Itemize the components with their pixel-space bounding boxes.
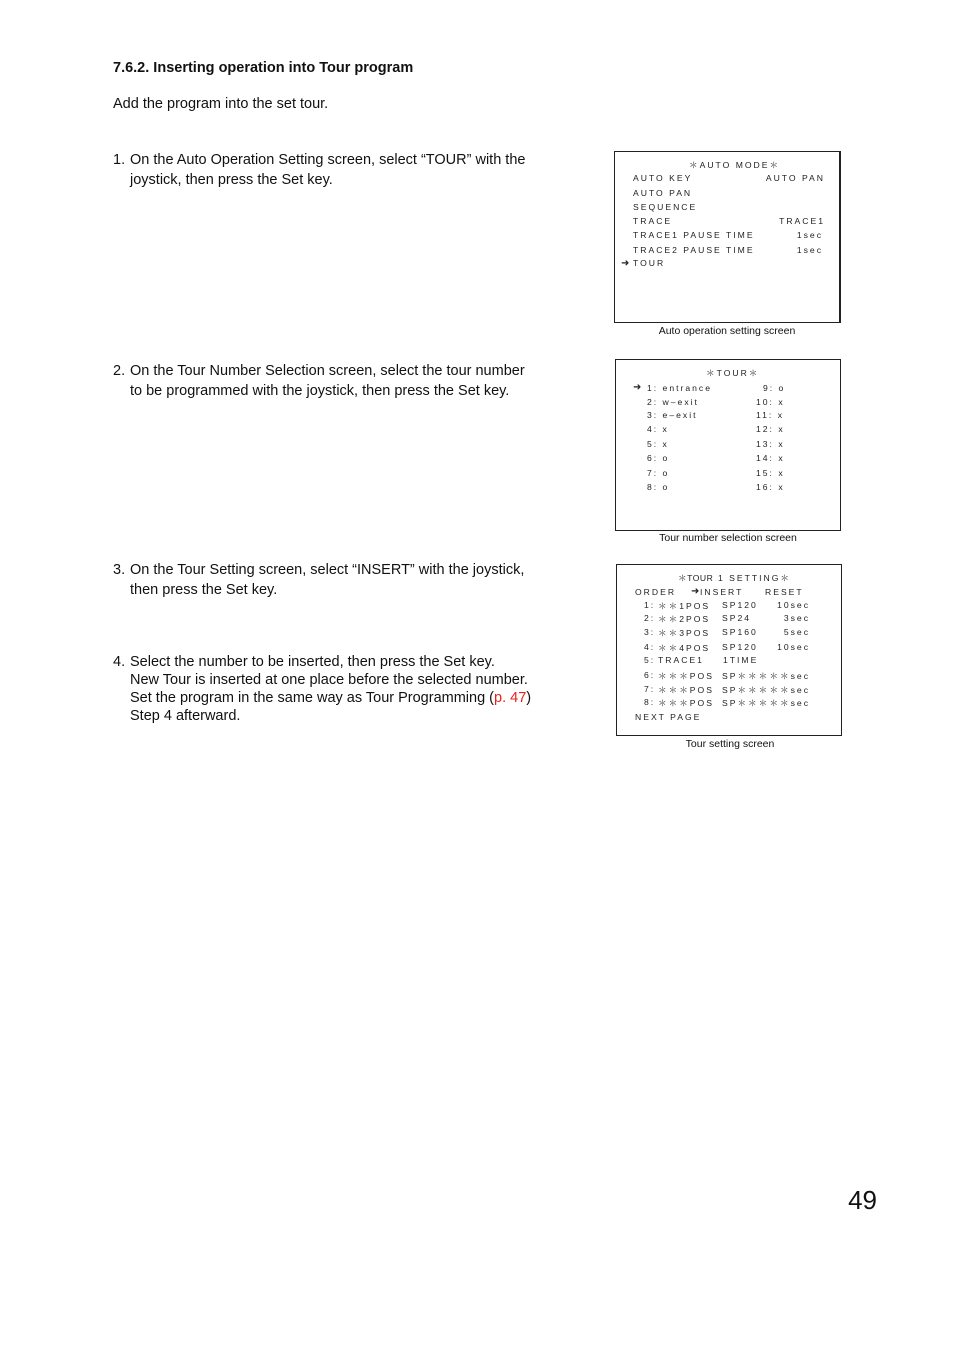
row-time: 10sec <box>777 642 810 652</box>
tour-item: 5: x <box>647 439 669 449</box>
tour-item: 2: w–exit <box>647 397 699 407</box>
step-3 <box>113 560 548 600</box>
screen-title: ＊TOUR <box>678 573 714 583</box>
row-number: 6: <box>644 670 656 680</box>
insert-option: INSERT <box>700 587 744 597</box>
screen-caption: Auto operation setting screen <box>658 325 796 337</box>
step-number: 3. <box>113 562 126 578</box>
step-number: 1. <box>113 152 126 168</box>
section-heading: 7.6.2. Inserting operation into Tour program <box>113 60 414 76</box>
row-position: ＊＊＊POS <box>658 685 714 695</box>
menu-item-label: AUTO KEY <box>633 173 693 183</box>
row-position: ＊＊4POS <box>658 643 711 653</box>
step-text: On the Tour Number Selection screen, select the tour number <box>130 363 525 379</box>
screen-title: 1 SETTING＊ <box>718 573 792 583</box>
step-text: On the Auto Operation Setting screen, select “TOUR” with the <box>130 152 526 168</box>
tour-item: 16: x <box>756 482 785 492</box>
row-speed: SP160 <box>722 627 758 637</box>
screen-title: ＊TOUR＊ <box>706 368 760 378</box>
step-text: joystick, then press the Set key. <box>130 172 333 188</box>
reset-option: RESET <box>765 587 804 597</box>
intro-text: Add the program into the set tour. <box>113 96 329 112</box>
row-position: ＊＊＊POS <box>658 671 714 681</box>
row-speed: SP120 <box>722 600 758 610</box>
step-text: Set the program in the same way as Tour Programming ( <box>130 690 495 706</box>
menu-item-value: 1sec <box>796 230 823 240</box>
screen-title: ＊AUTO MODE＊ <box>689 160 781 170</box>
row-number: 2: <box>644 613 656 623</box>
tour-item: 12: x <box>756 424 785 434</box>
tour-item: 3: e–exit <box>647 410 698 420</box>
row-position: ＊＊3POS <box>658 628 711 638</box>
row-speed: SP120 <box>722 642 758 652</box>
row-number: 7: <box>644 684 656 694</box>
row-speed: 1TIME <box>723 655 759 665</box>
row-speed: SP＊＊＊ <box>722 671 770 681</box>
row-number: 4: <box>644 642 656 652</box>
next-page-option: NEXT PAGE <box>635 712 702 722</box>
step-1 <box>113 150 548 190</box>
page-number: 49 <box>848 1185 877 1215</box>
screen-caption: Tour number selection screen <box>659 532 797 544</box>
row-speed: SP24 <box>722 613 752 623</box>
tour-item: 15: x <box>756 468 785 478</box>
menu-item-value: AUTO PAN <box>765 173 825 183</box>
auto-mode-screen <box>614 151 841 323</box>
row-speed: SP＊＊＊ <box>722 698 770 708</box>
row-time: 5sec <box>783 627 810 637</box>
row-position: ＊＊1POS <box>658 601 711 611</box>
menu-item-value: TRACE1 <box>779 216 825 226</box>
step-text: to be programmed with the joystick, then press the Set key. <box>130 383 510 399</box>
menu-item-label: TRACE1 PAUSE TIME <box>633 230 755 240</box>
row-number: 3: <box>644 627 656 637</box>
screen-caption: Tour setting screen <box>685 738 775 750</box>
tour-item: 13: x <box>756 439 785 449</box>
step-2 <box>113 361 548 401</box>
tour-item: 14: x <box>756 453 785 463</box>
step-text: then press the Set key. <box>130 582 278 598</box>
step-4 <box>113 653 548 725</box>
step-text-with-link <box>130 689 548 707</box>
step-number: 2. <box>113 363 126 379</box>
step-number: 4. <box>113 654 126 670</box>
step-text: Select the number to be inserted, then press the Set key. <box>130 654 495 670</box>
cursor-arrow-icon: ➜ <box>691 586 700 597</box>
cursor-arrow-icon: ➜ <box>633 382 642 393</box>
row-time: ＊＊sec <box>769 685 810 695</box>
row-position: ＊＊＊POS <box>658 698 714 708</box>
row-time: ＊＊sec <box>769 698 810 708</box>
step-text: On the Tour Setting screen, select “INSERT” with the joystick, <box>130 562 525 578</box>
step-text: Step 4 afterward. <box>130 708 241 724</box>
tour-item: 7: o <box>647 468 670 478</box>
menu-item-label: SEQUENCE <box>633 202 698 212</box>
tour-item: 1: entrance <box>647 383 712 393</box>
row-time: 3sec <box>783 613 810 623</box>
row-number: 5: <box>644 655 656 665</box>
menu-item-label: TRACE <box>633 216 673 226</box>
tour-item: 11: x <box>756 410 784 420</box>
menu-item-label: TOUR <box>633 258 666 268</box>
tour-selection-screen <box>615 359 841 531</box>
step-text: ) <box>526 690 532 706</box>
cursor-arrow-icon: ➜ <box>621 258 630 269</box>
step-text: New Tour is inserted at one place before the selected number. <box>130 672 528 688</box>
page-reference-link[interactable]: p. 47 <box>494 690 527 706</box>
menu-item-label: AUTO PAN <box>633 188 693 198</box>
tour-item: 6: o <box>647 453 670 463</box>
tour-item: 10: x <box>756 397 785 407</box>
row-time: 10sec <box>777 600 810 610</box>
tour-item: 9: o <box>763 383 786 393</box>
row-number: 1: <box>644 600 656 610</box>
row-position: TRACE1 <box>658 655 704 665</box>
tour-item: 4: x <box>647 424 669 434</box>
tour-item: 8: o <box>647 482 670 492</box>
order-header: ORDER <box>635 587 677 597</box>
row-position: ＊＊2POS <box>658 614 711 624</box>
row-time: ＊＊sec <box>769 671 810 681</box>
tour-setting-screen <box>616 564 842 736</box>
menu-item-value: 1sec <box>796 245 823 255</box>
menu-item-label: TRACE2 PAUSE TIME <box>633 245 755 255</box>
row-number: 8: <box>644 697 656 707</box>
row-speed: SP＊＊＊ <box>722 685 770 695</box>
